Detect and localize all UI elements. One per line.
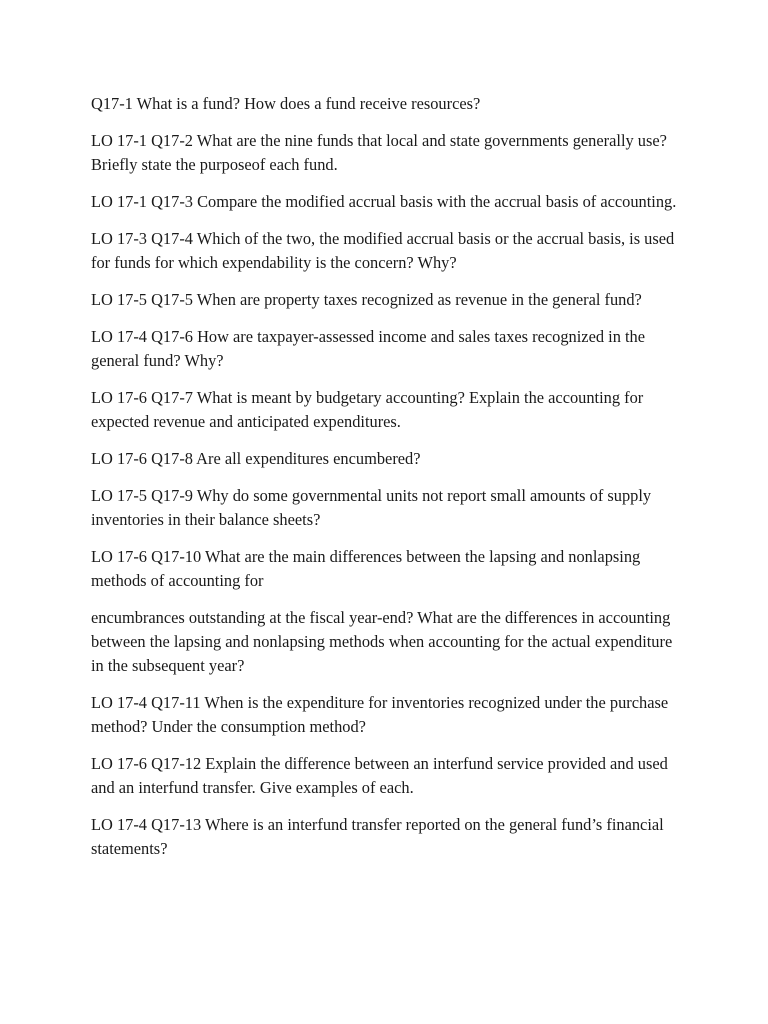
question-q17-8: LO 17-6 Q17-8 Are all expenditures encumbered? xyxy=(91,449,421,468)
question-q17-11: LO 17-4 Q17-11 When is the expenditure for inventories recognized under the purchase method? Under the consumption method? xyxy=(91,693,669,736)
question-q17-10: LO 17-6 Q17-10 What are the main differences between the lapsing and nonlapsing methods of accounting for xyxy=(91,547,641,590)
question-q17-4: LO 17-3 Q17-4 Which of the two, the modified accrual basis or the accrual basis, is used for funds for which expendability is the concern? Why? xyxy=(91,229,675,272)
question-q17-13: LO 17-4 Q17-13 Where is an interfund transfer reported on the general fund’s financial statements? xyxy=(91,815,664,858)
question-q17-10-continued: encumbrances outstanding at the fiscal year-end? What are the differences in accounting between the lapsing and nonlapsing methods when accounting for the actual expenditure in the subsequent year? xyxy=(91,608,673,675)
question-q17-9: LO 17-5 Q17-9 Why do some governmental units not report small amounts of supply inventories in their balance sheets? xyxy=(91,486,652,529)
question-q17-2: LO 17-1 Q17-2 What are the nine funds that local and state governments generally use? Briefly state the purposeof each fund. xyxy=(91,131,667,174)
question-q17-3: LO 17-1 Q17-3 Compare the modified accrual basis with the accrual basis of accounting. xyxy=(91,192,677,211)
question-q17-1: Q17-1 What is a fund? How does a fund receive resources? xyxy=(91,94,481,113)
question-q17-7: LO 17-6 Q17-7 What is meant by budgetary accounting? Explain the accounting for expected revenue and anticipated expenditures. xyxy=(91,388,644,431)
question-q17-5: LO 17-5 Q17-5 When are property taxes recognized as revenue in the general fund? xyxy=(91,290,642,309)
question-q17-12: LO 17-6 Q17-12 Explain the difference between an interfund service provided and used and an interfund transfer. Give examples of each. xyxy=(91,754,668,797)
document-body xyxy=(91,92,681,874)
question-q17-6: LO 17-4 Q17-6 How are taxpayer-assessed income and sales taxes recognized in the general fund? Why? xyxy=(91,327,646,370)
